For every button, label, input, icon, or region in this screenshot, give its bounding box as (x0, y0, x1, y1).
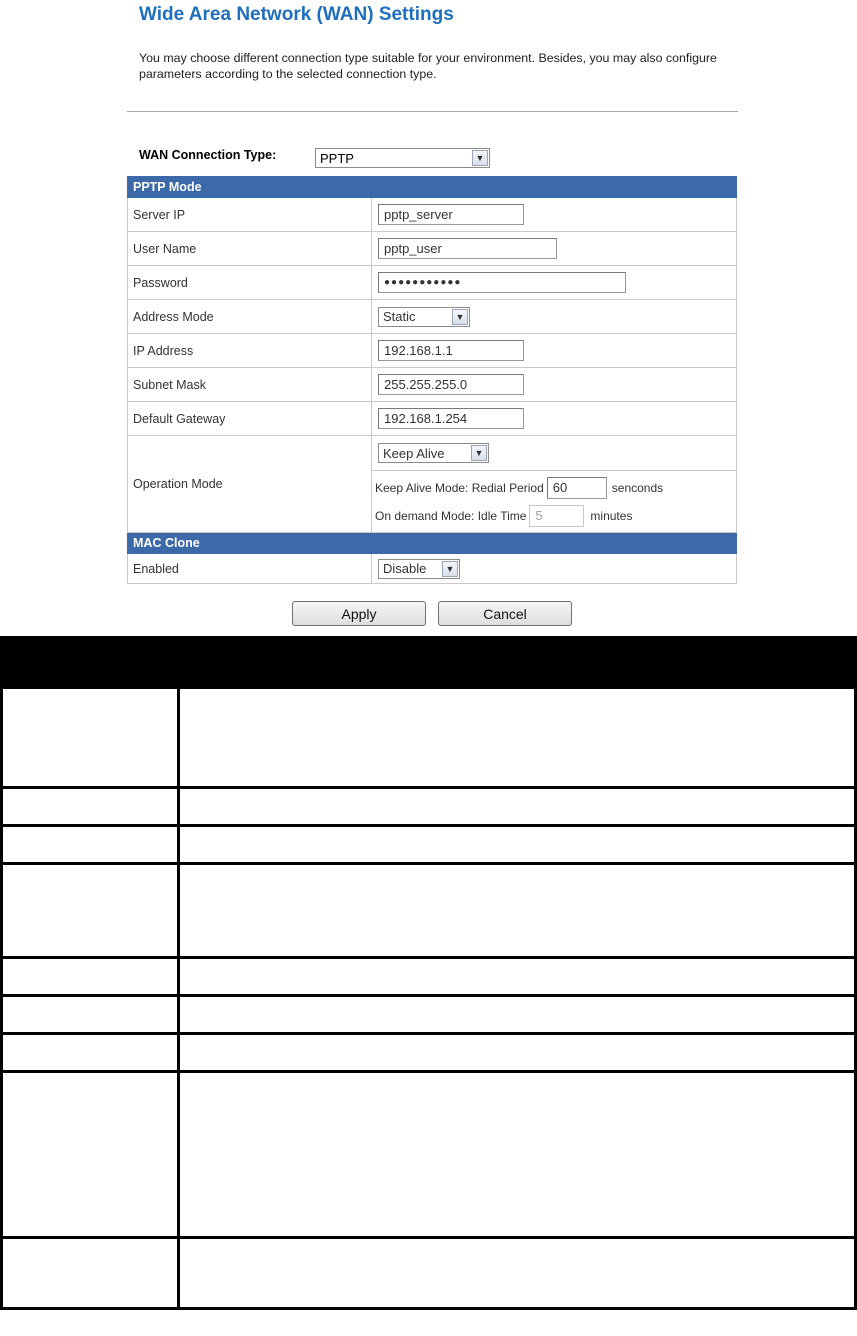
idle-time-input[interactable]: 5 (529, 505, 584, 527)
operation-mode-value: Keep Alive (383, 445, 445, 461)
on-demand-row (375, 502, 736, 530)
pptp-mode-header: PPTP Mode (128, 177, 737, 198)
operation-mode-select[interactable] (378, 443, 489, 463)
address-mode-label: Address Mode (128, 300, 372, 334)
address-mode-value: Static (383, 309, 416, 324)
keep-alive-row (375, 474, 736, 502)
table-row (2, 864, 856, 958)
redial-period-input[interactable]: 60 (547, 477, 607, 499)
mac-clone-enabled-label: Enabled (128, 554, 372, 584)
description-table (0, 636, 857, 1310)
table-row (2, 826, 856, 864)
keep-alive-unit: senconds (611, 480, 664, 495)
wan-connection-type-label: WAN Connection Type: (139, 148, 277, 162)
table-row (2, 996, 856, 1034)
chevron-down-icon[interactable]: ▼ (452, 309, 468, 325)
server-ip-input[interactable]: pptp_server (378, 204, 524, 225)
chevron-down-icon[interactable]: ▼ (471, 445, 487, 461)
on-demand-unit: minutes (590, 508, 633, 523)
mac-clone-select[interactable] (378, 559, 460, 579)
password-label: Password (128, 266, 372, 300)
default-gateway-input[interactable]: 192.168.1.254 (378, 408, 524, 429)
page-title: Wide Area Network (WAN) Settings (139, 4, 454, 25)
default-gateway-label: Default Gateway (128, 402, 372, 436)
keep-alive-label: Keep Alive Mode: Redial Period (375, 480, 544, 495)
on-demand-label: On demand Mode: Idle Time (375, 508, 527, 523)
user-name-input[interactable]: pptp_user (378, 238, 557, 259)
pptp-settings-table (127, 176, 737, 584)
subnet-mask-label: Subnet Mask (128, 368, 372, 402)
table-header-cell (2, 638, 179, 688)
address-mode-select[interactable] (378, 307, 470, 327)
wan-connection-type-select[interactable] (315, 148, 490, 168)
cancel-button[interactable]: Cancel (438, 601, 572, 626)
mac-clone-header: MAC Clone (128, 533, 737, 554)
ip-address-input[interactable]: 192.168.1.1 (378, 340, 524, 361)
chevron-down-icon[interactable]: ▼ (442, 561, 458, 577)
subnet-mask-input[interactable]: 255.255.255.0 (378, 374, 524, 395)
mac-clone-value: Disable (383, 561, 427, 576)
password-input[interactable]: ●●●●●●●●●●● (378, 272, 626, 293)
chevron-down-icon[interactable]: ▼ (472, 150, 488, 166)
table-row (2, 788, 856, 826)
table-header-cell (179, 638, 856, 688)
wan-connection-type-value: PPTP (320, 150, 354, 166)
apply-button[interactable]: Apply (292, 601, 426, 626)
page-description: You may choose different connection type suitable for your environment. Besides, you may also configure parameters according to the selected connection type. (139, 51, 717, 81)
operation-mode-label: Operation Mode (128, 436, 372, 533)
ip-address-label: IP Address (128, 334, 372, 368)
table-row (2, 958, 856, 996)
table-row (2, 1238, 856, 1309)
server-ip-label: Server IP (128, 198, 372, 232)
table-row (2, 1034, 856, 1072)
divider (127, 111, 738, 112)
user-name-label: User Name (128, 232, 372, 266)
table-row (2, 1072, 856, 1238)
table-row (2, 688, 856, 788)
table-header-row (2, 638, 856, 688)
